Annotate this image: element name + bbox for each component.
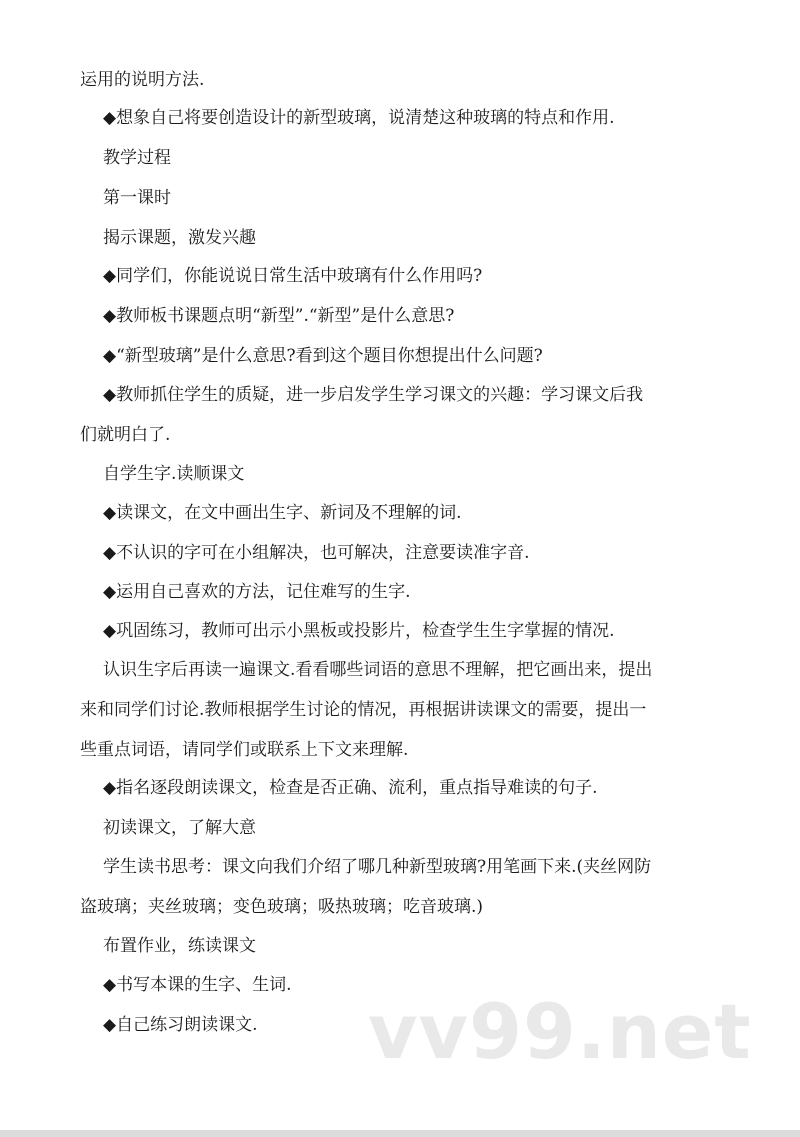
bullet-line: ◆指名逐段朗读课文，检查是否正确、流利，重点指导难读的句子. (103, 778, 598, 798)
bullet-line: ◆书写本课的生字、生词. (103, 975, 292, 995)
bullet-line: ◆教师板书课题点明“新型”.“新型”是什么意思? (103, 306, 455, 326)
paragraph-line: 来和同学们讨论.教师根据学生讨论的情况，再根据讲读课文的需要，提出一 (80, 700, 647, 720)
bullet-line: ◆不认识的字可在小组解决，也可解决，注意要读准字音. (103, 543, 530, 563)
paragraph-line: 盗玻璃；夹丝玻璃；变色玻璃；吸热玻璃；吃音玻璃.) (80, 897, 484, 917)
section-heading: 第一课时 (103, 188, 171, 208)
section-heading: 自学生字.读顺课文 (103, 464, 245, 484)
page-bottom-edge (0, 1130, 800, 1137)
bullet-line: ◆读课文，在文中画出生字、新词及不理解的词. (103, 503, 462, 523)
bullet-line: ◆教师抓住学生的质疑，进一步启发学生学习课文的兴趣：学习课文后我 (103, 385, 644, 405)
bullet-line: ◆运用自己喜欢的方法，记住难写的生字. (103, 582, 411, 602)
section-heading: 布置作业，练读课文 (103, 936, 256, 956)
watermark: vv99.net (368, 987, 752, 1076)
paragraph-line: 认识生字后再读一遍课文.看看哪些词语的意思不理解，把它画出来，提出 (103, 660, 653, 680)
section-heading: 揭示课题，激发兴趣 (103, 228, 256, 248)
bullet-line: ◆“新型玻璃”是什么意思?看到这个题目你想提出什么问题? (103, 346, 543, 366)
paragraph-line: 些重点词语，请同学们或联系上下文来理解. (80, 740, 409, 760)
section-heading: 初读课文，了解大意 (103, 818, 256, 838)
bullet-line: ◆想象自己将要创造设计的新型玻璃，说清楚这种玻璃的特点和作用. (103, 108, 615, 128)
text-line: 运用的说明方法. (80, 70, 205, 90)
section-heading: 教学过程 (103, 148, 171, 168)
bullet-line: ◆同学们，你能说说日常生活中玻璃有什么作用吗? (103, 266, 483, 286)
bullet-line: ◆自己练习朗读课文. (103, 1015, 258, 1035)
paragraph-line: 学生读书思考：课文向我们介绍了哪几种新型玻璃?用笔画下来.(夹丝网防 (103, 857, 652, 877)
bullet-line: ◆巩固练习，教师可出示小黑板或投影片，检查学生生字掌握的情况. (103, 621, 615, 641)
text-line: 们就明白了. (80, 425, 171, 445)
